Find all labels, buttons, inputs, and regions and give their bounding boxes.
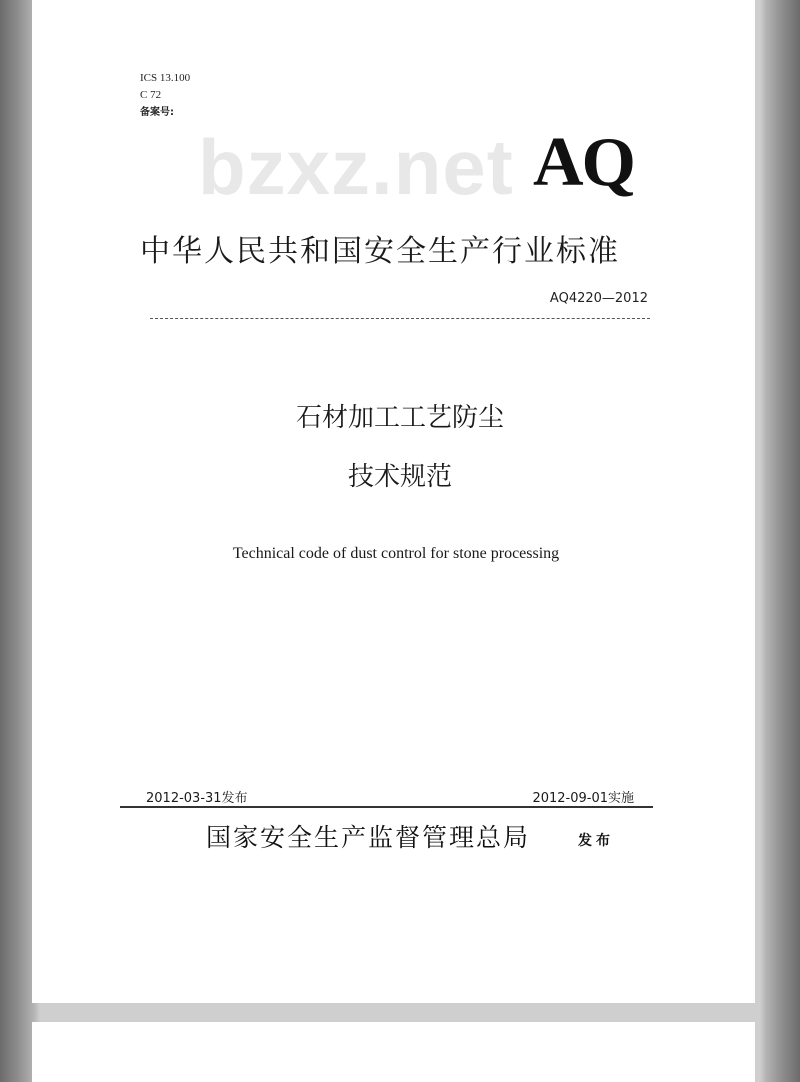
document-title-line1: 石材加工工艺防尘 [295, 403, 504, 433]
category-code: C 72 [140, 89, 162, 101]
next-page [32, 1022, 755, 1082]
classification-block [140, 70, 190, 121]
publish-label: 发布 [578, 833, 614, 849]
standard-title: 中华人民共和国安全生产行业标准 [140, 234, 620, 269]
standard-code: AQ4220—2012 [549, 291, 648, 306]
ics-code: ICS 13.100 [140, 72, 191, 84]
solid-divider [120, 806, 653, 808]
issue-date: 2012-03-31发布 [146, 791, 248, 806]
document-title-english: Technical code of dust control for stone processing [232, 545, 560, 562]
filing-number-label: 备案号: [140, 107, 174, 118]
publisher-name: 国家安全生产监督管理总局 [206, 823, 531, 852]
document-title-line2: 技术规范 [347, 462, 452, 492]
aq-logo: AQ [533, 124, 634, 201]
dashed-divider [150, 318, 650, 319]
effective-date: 2012-09-01实施 [532, 791, 634, 806]
watermark: bzxz.net [198, 123, 514, 211]
